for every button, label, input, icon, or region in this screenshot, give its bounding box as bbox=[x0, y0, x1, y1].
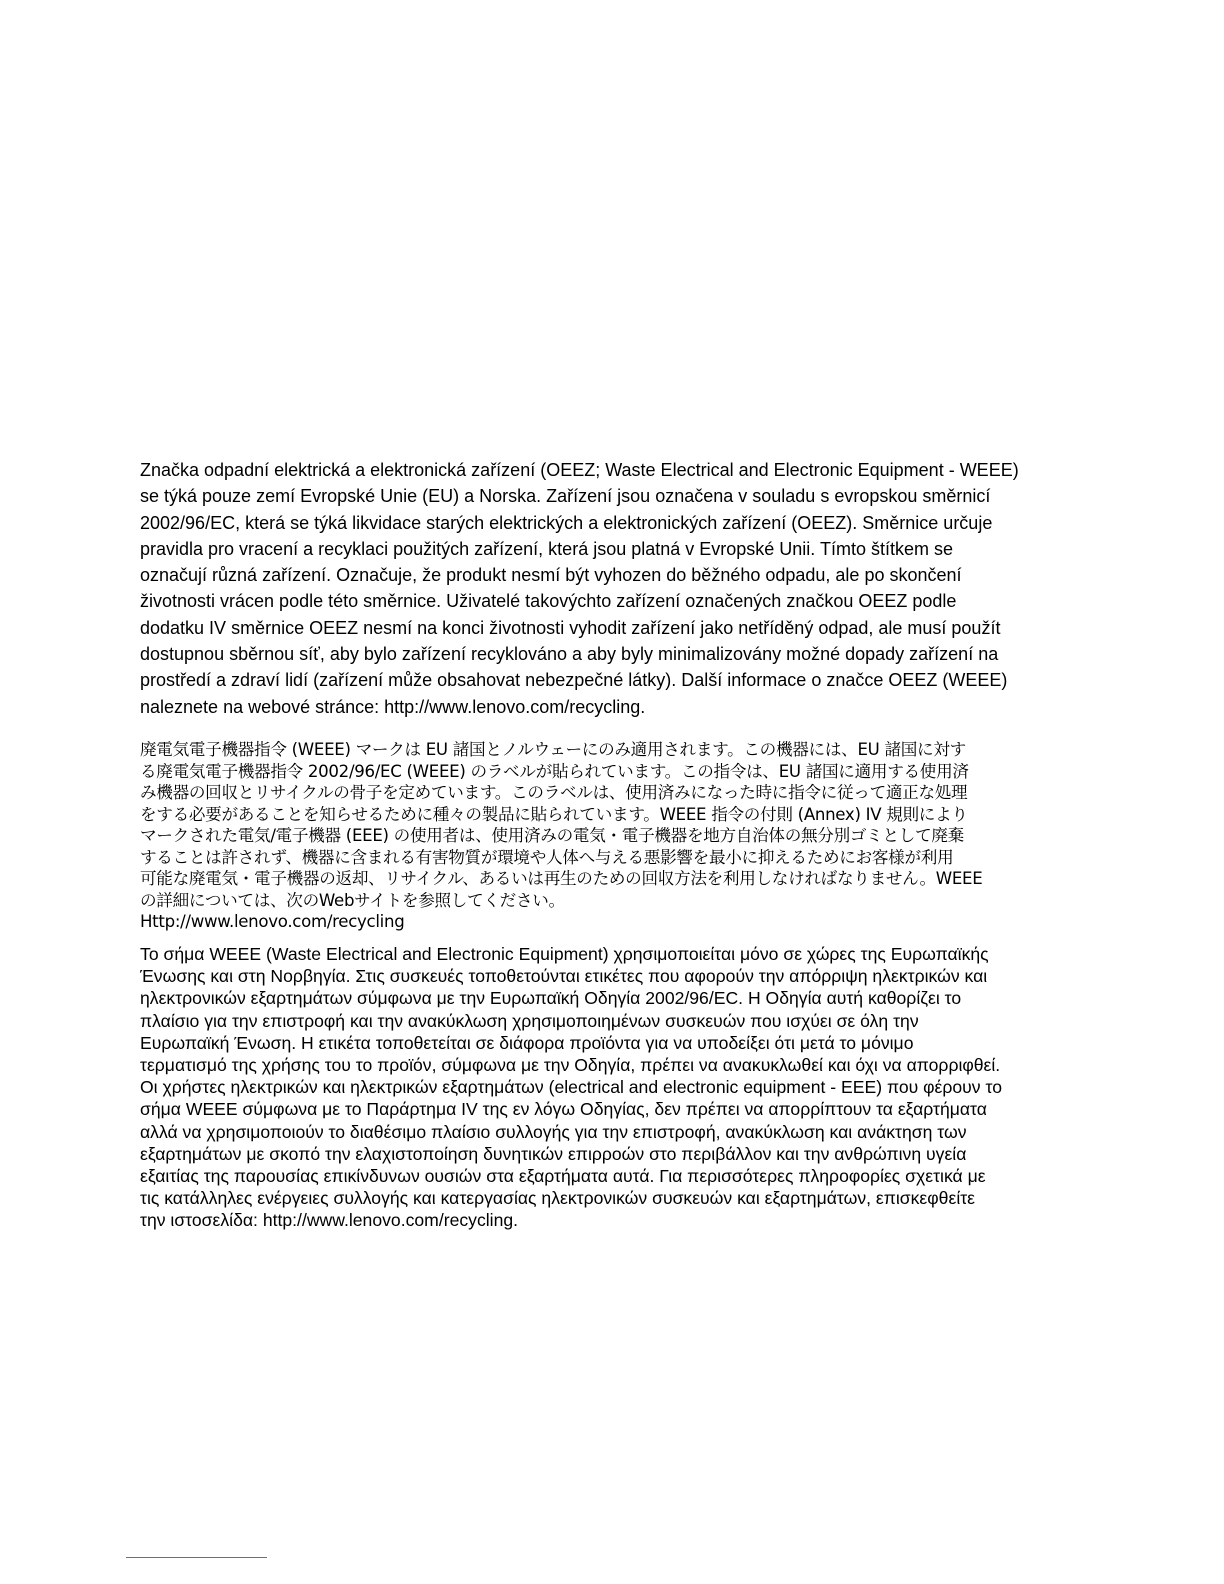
czech-line: označují různá zařízení. Označuje, že produkt nesmí být vyhozen do běžného odpadu, ale po skončení bbox=[140, 565, 962, 586]
japanese-line: る廃電気電子機器指令 2002/96/EC (WEEE) のラベルが貼られています。この指令は、EU 諸国に適用する使用済 bbox=[140, 761, 969, 781]
weee-notice-japanese bbox=[140, 739, 1110, 933]
japanese-line: することは許されず、機器に含まれる有害物質が環境や人体へ与える悪影響を最小に抑えるためにお客様が利用 bbox=[140, 847, 954, 867]
greek-line: Ευρωπαϊκή Ένωση. Η ετικέτα τοποθετείται σε διάφορα προϊόντα για να υποδείξει ότι μετά το μόνιμο bbox=[140, 1032, 914, 1053]
czech-line: Značka odpadní elektrická a elektronická zařízení (OEEZ; Waste Electrical and Electronic Equipment - WEEE) bbox=[140, 460, 1019, 480]
greek-line: Οι χρήστες ηλεκτρικών και ηλεκτρικών εξαρτημάτων (electrical and electronic equipment - EEE) που φέρουν το bbox=[140, 1077, 1002, 1098]
japanese-line: の詳細については、次のWebサイトを参照してください。 bbox=[140, 890, 565, 910]
japanese-line: 廃電気電子機器指令 (WEEE) マークは EU 諸国とノルウェーにのみ適用されます。この機器には、EU 諸国に対す bbox=[140, 740, 966, 759]
czech-line: 2002/96/EC, která se týká likvidace starých elektrických a elektronických zařízení (OEEZ). Směrnice určuje bbox=[140, 512, 993, 533]
greek-line: εξαιτίας της παρουσίας επικίνδυνων ουσιών στα εξαρτήματα αυτά. Για περισσότερες πληροφορίες σχετικά με bbox=[140, 1166, 986, 1187]
footnote-separator-line bbox=[126, 1557, 267, 1558]
czech-line: dostupnou sběrnou síť, aby bylo zařízení recyklováno a aby byly minimalizovány možné dopady zařízení na bbox=[140, 644, 999, 665]
weee-notice-czech bbox=[140, 457, 1110, 720]
greek-line: αλλά να χρησιμοποιούν το διαθέσιμο πλαίσιο συλλογής για την επιστροφή, ανακύκλωση και ανάκτηση των bbox=[140, 1121, 967, 1142]
czech-line: životnosti vrácen podle této směrnice. Uživatelé takovýchto zařízení označených značkou OEEZ podle bbox=[140, 591, 957, 612]
greek-line: Ένωσης και στη Νορβηγία. Στις συσκευές τοποθετούνται ετικέτες που αφορούν την απόρριψη ηλεκτρικών και bbox=[140, 966, 988, 987]
japanese-line: 可能な廃電気・電子機器の返却、リサイクル、あるいは再生のための回収方法を利用しなければなりません。WEEE bbox=[140, 869, 983, 888]
greek-line: Το σήμα WEEE (Waste Electrical and Electronic Equipment) χρησιμοποιείται μόνο σε χώρες της Ευρωπαϊκής bbox=[140, 944, 989, 964]
czech-line: dodatku IV směrnice OEEZ nesmí na konci životnosti vyhodit zařízení jako netříděný odpad, ale musí použít bbox=[140, 617, 1001, 638]
japanese-line: み機器の回収とリサイクルの骨子を定めています。このラベルは、使用済みになった時に指令に従って適正な処理 bbox=[140, 783, 968, 802]
greek-line: τις κατάλληλες ενέργειες συλλογής και κατεργασίας ηλεκτρονικών συσκευών και εξαρτημάτων, επισκεφθείτε bbox=[140, 1188, 976, 1209]
greek-line: πλαίσιο για την επιστροφή και την ανακύκλωση χρησιμοποιημένων συσκευών που ισχύει σε όλη την bbox=[140, 1010, 919, 1031]
greek-line: τερματισμό της χρήσης του το προϊόν, σύμφωνα με την Οδηγία, πρέπει να ανακυκλωθεί και όχι να απορριφθεί. bbox=[140, 1055, 1001, 1076]
japanese-line: をする必要があることを知らせるために種々の製品に貼られています。WEEE 指令の付則 (Annex) IV 規則により bbox=[140, 804, 968, 824]
czech-line: pravidla pro vracení a recyklaci použitých zařízení, která jsou platná v Evropské Unii. Tímto štítkem se bbox=[140, 538, 954, 559]
czech-line-with-recycling-url: naleznete na webové stránce: http://www.lenovo.com/recycling. bbox=[140, 696, 646, 717]
greek-line: σήμα WEEE σύμφωνα με το Παράρτημα IV της εν λόγω Οδηγίας, δεν πρέπει να απορρίπτουν τα εξαρτήματα bbox=[140, 1099, 987, 1120]
weee-notice-greek bbox=[140, 943, 1110, 1232]
czech-line: prostředí a zdraví lidí (zařízení může obsahovat nebezpečné látky). Další informace o značce OEEZ (WEEE) bbox=[140, 670, 1008, 691]
greek-line: ηλεκτρονικών εξαρτημάτων σύμφωνα με την Ευρωπαϊκή Οδηγία 2002/96/EC. Η Οδηγία αυτή καθορίζει το bbox=[140, 988, 962, 1009]
greek-line: εξαρτημάτων με σκοπό την ελαχιστοποίηση δυνητικών επιρροών στο περιβάλλον και την ανθρώπινη υγεία bbox=[140, 1143, 967, 1164]
japanese-recycling-url: Http://www.lenovo.com/recycling bbox=[140, 912, 405, 931]
japanese-line: マークされた電気/電子機器 (EEE) の使用者は、使用済みの電気・電子機器を地方自治体の無分別ゴミとして廃棄 bbox=[140, 826, 964, 845]
czech-line: se týká pouze zemí Evropské Unie (EU) a Norska. Zařízení jsou označena v souladu s evropskou směrnicí bbox=[140, 486, 991, 507]
greek-line-with-recycling-url: την ιστοσελίδα: http://www.lenovo.com/recycling. bbox=[140, 1210, 519, 1231]
